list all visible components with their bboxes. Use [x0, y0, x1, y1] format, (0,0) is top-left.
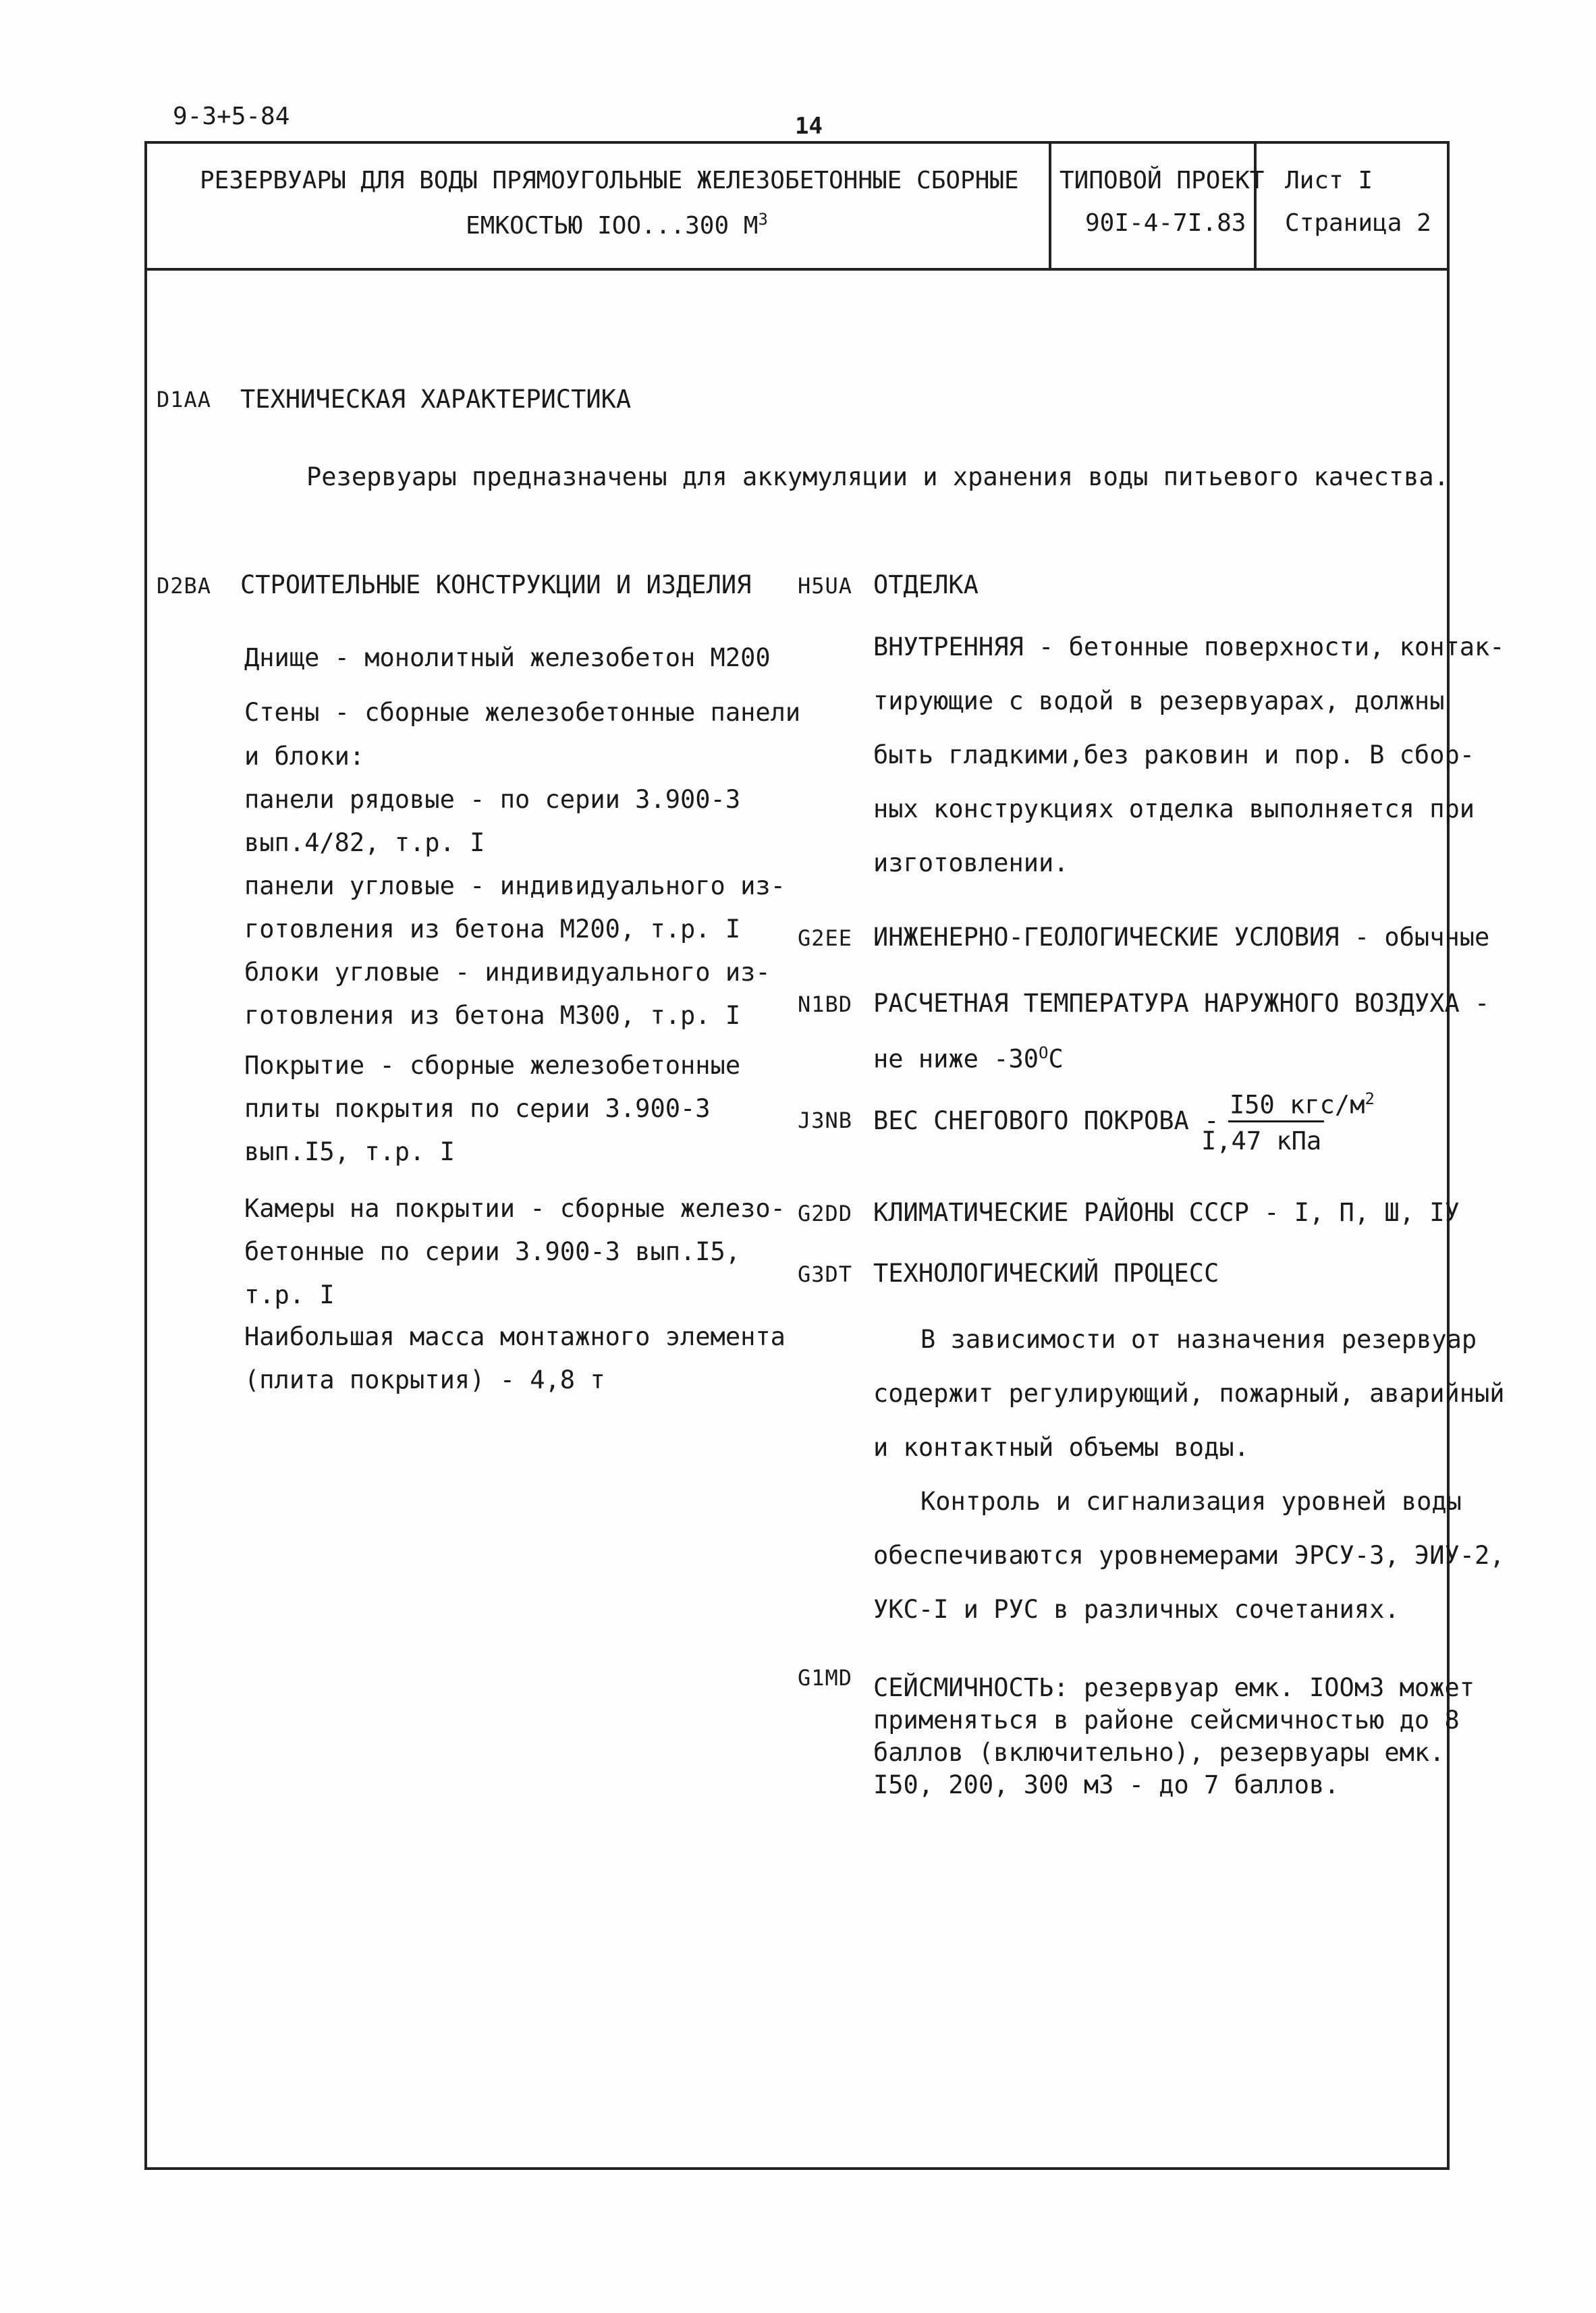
process-line: УКС-I и РУС в различных сочетаниях.: [873, 1595, 1400, 1624]
construction-line: блоки угловые - индивидуального из-: [244, 958, 771, 987]
section-code-d2ba: D2BA: [157, 573, 212, 599]
document-title-line1: РЕЗЕРВУАРЫ ДЛЯ ВОДЫ ПРЯМОУГОЛЬНЫЕ ЖЕЛЕЗОБЕТОННЫЕ СБОРНЫЕ: [200, 167, 1019, 194]
process-line: содержит регулирующий, пожарный, аварийный: [873, 1379, 1505, 1408]
finishing-line: изготовлении.: [873, 848, 1069, 877]
construction-line: вып.4/82, т.р. I: [244, 828, 485, 857]
project-label: ТИПОВОЙ ПРОЕКТ: [1060, 167, 1265, 194]
construction-line: бетонные по серии 3.900-3 вып.I5,: [244, 1237, 741, 1266]
section-code-g2ee: G2EE: [798, 925, 853, 951]
construction-line: Наибольшая масса монтажного элемента: [244, 1322, 786, 1351]
construction-line: Днище - монолитный железобетон М200: [244, 643, 771, 672]
document-reference: 9-3+5-84: [173, 103, 290, 130]
section-heading-technical: ТЕХНИЧЕСКАЯ ХАРАКТЕРИСТИКА: [240, 385, 632, 414]
construction-line: вып.I5, т.р. I: [244, 1137, 455, 1166]
section-code-g2dd: G2DD: [798, 1201, 853, 1226]
seismicity-line: СЕЙСМИЧНОСТЬ: резервуар емк. IOOм3 может: [873, 1673, 1475, 1702]
construction-line: Камеры на покрытии - сборные железо-: [244, 1194, 786, 1223]
construction-line: Стены - сборные железобетонные панели: [244, 698, 801, 727]
climate-regions: КЛИМАТИЧЕСКИЕ РАЙОНЫ СССР - I, П, Ш, IУ: [873, 1198, 1460, 1227]
geology-conditions: ИНЖЕНЕРНО-ГЕОЛОГИЧЕСКИЕ УСЛОВИЯ - обычные: [873, 923, 1490, 952]
seismicity-line: баллов (включительно), резервуары емк.: [873, 1738, 1445, 1767]
section-heading-construction: СТРОИТЕЛЬНЫЕ КОНСТРУКЦИИ И ИЗДЕЛИЯ: [240, 570, 752, 599]
snow-load-label: ВЕС СНЕГОВОГО ПОКРОВА -: [873, 1106, 1219, 1135]
section-code-n1bd: N1BD: [798, 991, 853, 1017]
finishing-line: ных конструкциях отделка выполняется при: [873, 794, 1475, 823]
finishing-line: тирующие с водой в резервуарах, должны: [873, 686, 1445, 715]
construction-line: Покрытие - сборные железобетонные: [244, 1051, 741, 1080]
process-line: обеспечиваются уровнемерами ЭРСУ-3, ЭИУ-2,: [873, 1541, 1505, 1570]
snow-load-numerator: I50 кгс/$м^2$: [1230, 1089, 1375, 1120]
page-label: Страница 2: [1285, 209, 1431, 237]
process-line: и контактный объемы воды.: [873, 1433, 1249, 1462]
project-number: 90I-4-7I.83: [1085, 209, 1246, 237]
construction-line: панели рядовые - по серии 3.900-3: [244, 785, 741, 814]
title-divider-1: [1049, 141, 1051, 271]
title-divider-2: [1254, 141, 1257, 271]
page-number: 14: [795, 113, 823, 140]
construction-line: и блоки:: [244, 742, 365, 771]
construction-line: (плита покрытия) - 4,8 т: [244, 1365, 605, 1394]
sheet-number: Лист I: [1285, 167, 1373, 194]
seismicity-line: применяться в районе сейсмичностью до 8: [873, 1706, 1460, 1735]
construction-line: готовления из бетона М200, т.р. I: [244, 915, 741, 944]
section-code-j3nb: J3NB: [798, 1108, 853, 1133]
process-line: Контроль и сигнализация уровней воды: [920, 1487, 1462, 1516]
construction-line: готовления из бетона М300, т.р. I: [244, 1001, 741, 1030]
design-temperature: РАСЧЕТНАЯ ТЕМПЕРАТУРА НАРУЖНОГО ВОЗДУХА -: [873, 989, 1490, 1018]
section-code-d1aa: D1AA: [157, 387, 212, 412]
snow-load-denominator: I,47 кПа: [1201, 1126, 1322, 1155]
construction-line: т.р. I: [244, 1280, 335, 1309]
construction-line: плиты покрытия по серии 3.900-3: [244, 1094, 711, 1123]
section-code-g1md: G1MD: [798, 1665, 853, 1691]
finishing-line: быть гладкими,без раковин и пор. В сбор-: [873, 740, 1475, 769]
section-code-g3dt: G3DT: [798, 1261, 853, 1287]
finishing-line: ВНУТРЕННЯЯ - бетонные поверхности, контак-: [873, 632, 1505, 661]
process-line: В зависимости от назначения резервуар: [920, 1325, 1477, 1354]
section-code-h5ua: H5UA: [798, 573, 853, 599]
section-heading-finishing: ОТДЕЛКА: [873, 570, 979, 599]
purpose-text: Резервуары предназначены для аккумуляции и хранения воды питьевого качества.: [306, 462, 1449, 491]
section-heading-process: ТЕХНОЛОГИЧЕСКИЙ ПРОЦЕСС: [873, 1259, 1219, 1288]
seismicity-line: I50, 200, 300 м3 - до 7 баллов.: [873, 1770, 1340, 1799]
design-temperature-value: не ниже $-30^OС$: [873, 1043, 1064, 1074]
construction-line: панели угловые - индивидуального из-: [244, 871, 786, 900]
document-title-line2: ЕМКОСТЬЮ IOO...300 $М^3$: [466, 210, 768, 240]
fraction-bar: [1228, 1120, 1324, 1122]
